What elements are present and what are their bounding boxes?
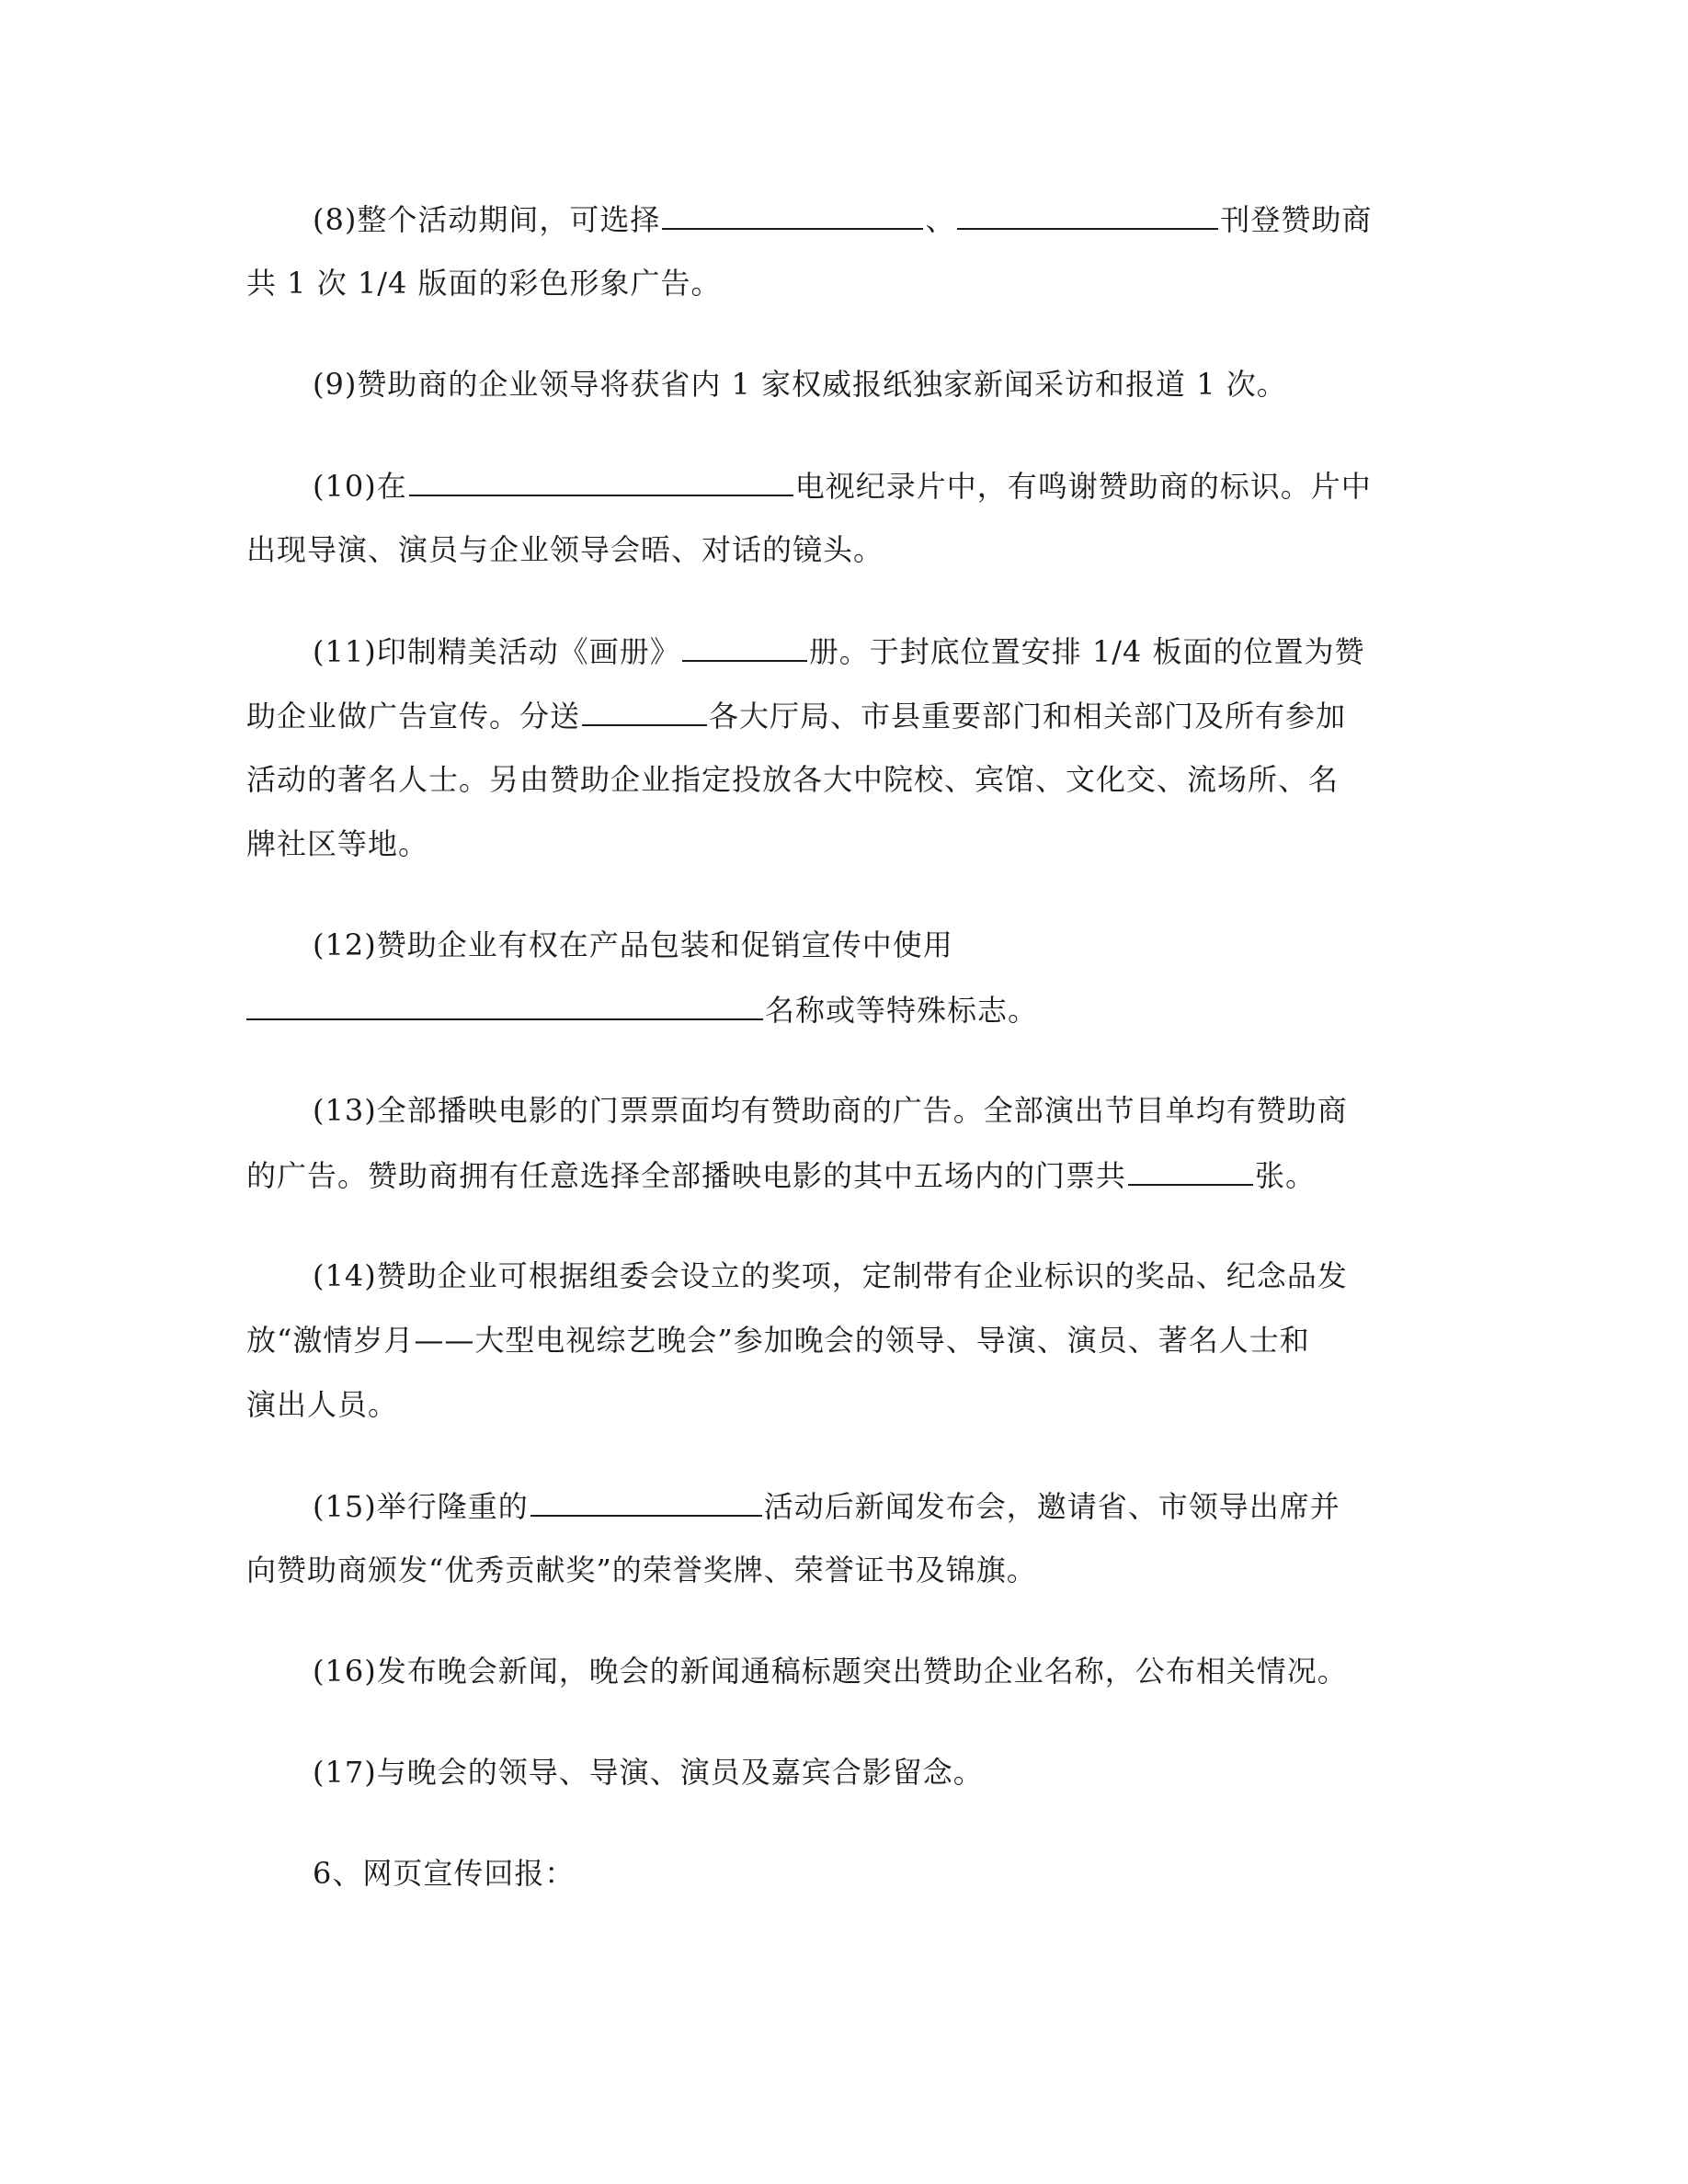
paragraph-11-line-3: 活动的著名人士。另由赞助企业指定投放各大中院校、宾馆、文化交、流场所、名: [246, 762, 1340, 797]
paragraph-11-line-2: 助企业做广告宣传。分送 各大厅局、市县重要部门和相关部门及所有参加: [246, 699, 1347, 734]
paragraph-8-line-1: (8)整个活动期间，可选择 、 刊登赞助商: [313, 202, 1373, 237]
paragraph-16-line-1: (16)发布晚会新闻，晚会的新闻通稿标题突出赞助企业名称，公布相关情况。: [313, 1654, 1348, 1689]
fill-blank: [662, 200, 923, 230]
paragraph-15-line-1: (15)举行隆重的 活动后新闻发布会，邀请省、市领导出席并: [313, 1489, 1340, 1524]
fill-blank: [957, 200, 1218, 230]
paragraph-13-line-2: 的广告。赞助商拥有任意选择全部播映电影的其中五场内的门票共 张。: [246, 1158, 1317, 1193]
section-6-heading: 6、网页宣传回报：: [313, 1856, 576, 1891]
paragraph-10-line-2: 出现导演、演员与企业领导会晤、对话的镜头。: [246, 532, 884, 567]
paragraph-15-line-2: 向赞助商颁发“优秀贡献奖”的荣誉奖牌、荣誉证书及锦旗。: [246, 1553, 1037, 1587]
fill-blank: [682, 632, 807, 662]
paragraph-10-line-1: (10)在 电视纪录片中，有鸣谢赞助商的标识。片中: [313, 469, 1372, 504]
paragraph-12-line-2: 名称或等特殊标志。: [246, 991, 1038, 1029]
paragraph-13-line-1: (13)全部播映电影的门票票面均有赞助商的广告。全部演出节目单均有赞助商: [313, 1093, 1348, 1128]
paragraph-11-line-4: 牌社区等地。: [246, 826, 429, 861]
fill-blank: [1128, 1156, 1253, 1186]
paragraph-14-line-2: 放“激情岁月——大型电视综艺晚会”参加晚会的领导、导演、演员、著名人士和: [246, 1323, 1310, 1358]
paragraph-14-line-1: (14)赞助企业可根据组委会设立的奖项，定制带有企业标识的奖品、纪念品发: [313, 1258, 1348, 1293]
paragraph-17-line-1: (17)与晚会的领导、导演、演员及嘉宾合影留念。: [313, 1755, 984, 1790]
fill-blank: [246, 991, 763, 1020]
paragraph-12-line-1: (12)赞助企业有权在产品包装和促销宣传中使用: [313, 927, 953, 962]
fill-blank: [582, 697, 707, 726]
fill-blank: [409, 467, 793, 496]
paragraph-9-line-1: (9)赞助商的企业领导将获省内 1 家权威报纸独家新闻采访和报道 1 次。: [313, 367, 1287, 402]
paragraph-14-line-3: 演出人员。: [246, 1387, 399, 1422]
fill-blank: [530, 1487, 762, 1517]
paragraph-8-line-2: 共 1 次 1/4 版面的彩色形象广告。: [246, 266, 722, 301]
paragraph-11-line-1: (11)印制精美活动《画册》 册。于封底位置安排 1/4 板面的位置为赞: [313, 634, 1365, 669]
